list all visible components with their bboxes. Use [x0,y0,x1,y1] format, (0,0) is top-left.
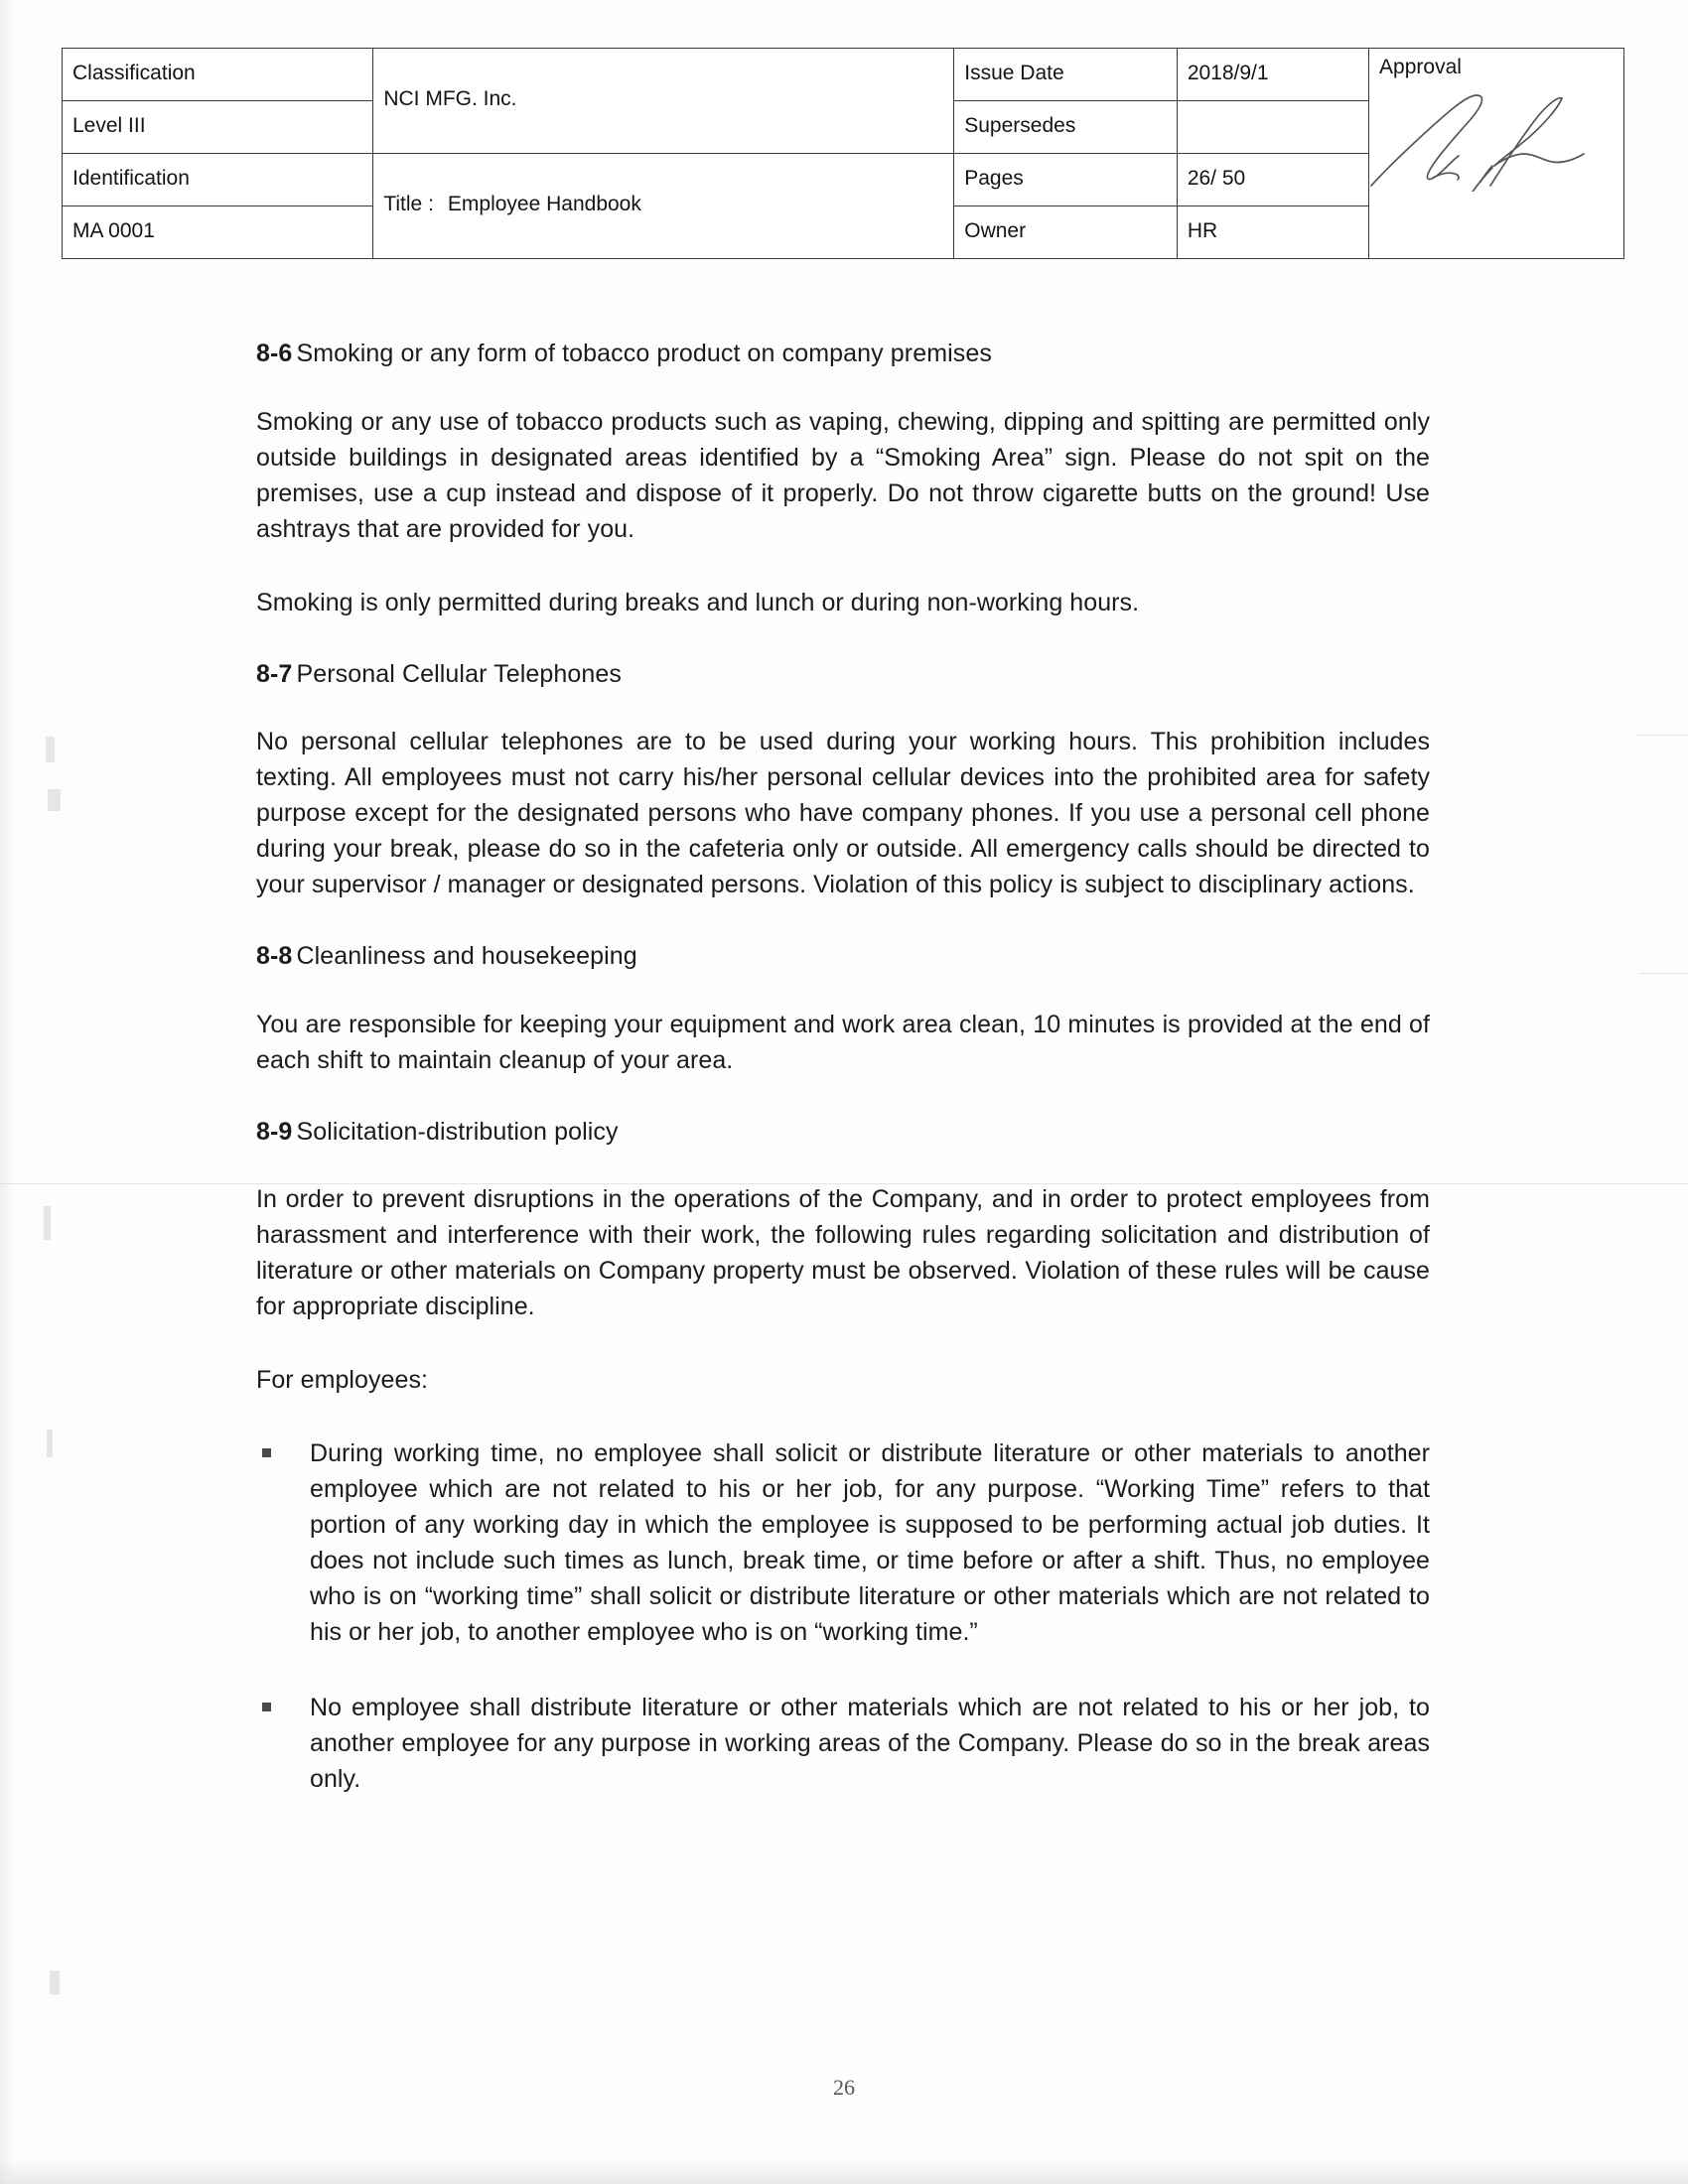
supersedes-value-cell [1177,101,1368,154]
list-item [256,1435,1430,1650]
section-title: Personal Cellular Telephones [296,659,622,688]
approval-label: Approval [1379,56,1462,78]
section-number: 8-7 [256,659,293,688]
supersedes-label: Supersedes [964,113,1076,137]
classification-label: Classification [72,61,196,84]
section-title: Solicitation-distribution policy [296,1117,619,1146]
solicitation-rules-list [256,1435,1430,1797]
classification-label-cell [63,49,373,101]
approval-cell [1369,49,1624,259]
scan-edge-bottom [0,2158,1688,2184]
square-bullet-icon [262,1703,271,1711]
list-item [256,1690,1430,1797]
paragraph: Smoking is only permitted during breaks and lunch or during non-working hours. [256,588,1140,616]
paragraph: For employees: [256,1366,428,1394]
section-number: 8-6 [256,340,293,367]
owner-label: Owner [964,218,1027,242]
supersedes-label-cell [954,101,1178,154]
issue-date-label: Issue Date [964,61,1064,84]
title-value: Employee Handbook [447,193,641,216]
section-heading-8-7 [256,658,1430,691]
section-heading-8-8 [256,940,1430,973]
owner-value-cell [1177,206,1368,259]
scan-speck [44,1206,51,1240]
list-item-text: During working time, no employee shall solicit or distribute literature or other materials to another employee which are not related to his or her job, for any purpose. “Working Time” refers to that portion of any working day in which the employee is supposed to be performing actual job duties. It does not include such times as lunch, break time, or time before or after a shift. Thus, no employee who is on “working time” shall solicit or distribute literature or other materials which are not related to his or her job, to another employee who is on “working time.” [310,1439,1430,1646]
pages-label: Pages [964,166,1024,190]
section-title: Cleanliness and housekeeping [296,942,637,970]
classification-value-cell [63,101,373,154]
paragraph: No personal cellular telephones are to be used during your working hours. This prohibition includes texting. All employees must not carry his/her personal cellular devices into the prohibited area for safety purpose except for the designated persons who have company phones. If you use a personal cell phone during your break, please do so in the cafeteria only or outside. All emergency calls should be directed to your supervisor / manager or designated persons. Violation of this policy is subject to disciplinary actions. [256,728,1430,898]
company-name: NCI MFG. Inc. [383,87,517,111]
paragraph: You are responsible for keeping your equipment and work area clean, 10 minutes is provided at the end of each shift to maintain cleanup of your area. [256,1010,1430,1074]
scan-speck [47,1430,53,1457]
classification-value: Level III [72,113,146,137]
issue-date-label-cell [954,49,1178,101]
issue-date-value-cell [1177,49,1368,101]
pages-value: 26/ 50 [1187,166,1246,190]
scan-speck [46,737,55,762]
title-label: Title : [383,193,434,216]
document-body [256,338,1430,1837]
scan-speck [48,789,61,811]
scan-hairline [1640,973,1688,974]
owner-value: HR [1187,218,1218,242]
list-item-text: No employee shall distribute literature or other materials which are not related to his or her job, to another employee for any purpose in working areas of the Company. Please do so in the break areas only. [310,1694,1430,1793]
scan-hairline [1636,735,1688,736]
square-bullet-icon [262,1448,271,1457]
page-number: 26 [833,2075,855,2100]
document-header-table [62,48,1624,259]
approval-signature [1363,74,1602,192]
owner-label-cell [954,206,1178,259]
scan-edge-left [0,0,14,2184]
identification-label-cell [63,154,373,206]
section-number: 8-8 [256,942,293,970]
company-cell [373,49,954,154]
pages-label-cell [954,154,1178,206]
section-heading-8-6 [256,338,1430,370]
table-row [63,49,1624,101]
issue-date-value: 2018/9/1 [1187,61,1269,84]
identification-value: MA 0001 [72,218,155,242]
paragraph: Smoking or any use of tobacco products such as vaping, chewing, dipping and spitting are permitted only outside buildings in designated areas identified by a “Smoking Area” sign. Please do not spit on the premises, use a cup instead and dispose of it properly. Do not throw cigarette butts on the ground! Use ashtrays that are provided for you. [256,407,1430,543]
pages-value-cell [1177,154,1368,206]
section-number: 8-9 [256,1117,293,1146]
paragraph: In order to prevent disruptions in the operations of the Company, and in order to protect employees from harassment and interference with their work, the following rules regarding solicitation and distribution of literature or other materials on Company property must be observed. Violation of these rules will be cause for appropriate discipline. [256,1185,1430,1320]
identification-value-cell [63,206,373,259]
section-title: Smoking or any form of tobacco product on company premises [296,340,993,367]
section-heading-8-9 [256,1116,1430,1149]
identification-label: Identification [72,166,190,190]
title-cell [373,154,954,259]
scan-speck [50,1971,60,1994]
